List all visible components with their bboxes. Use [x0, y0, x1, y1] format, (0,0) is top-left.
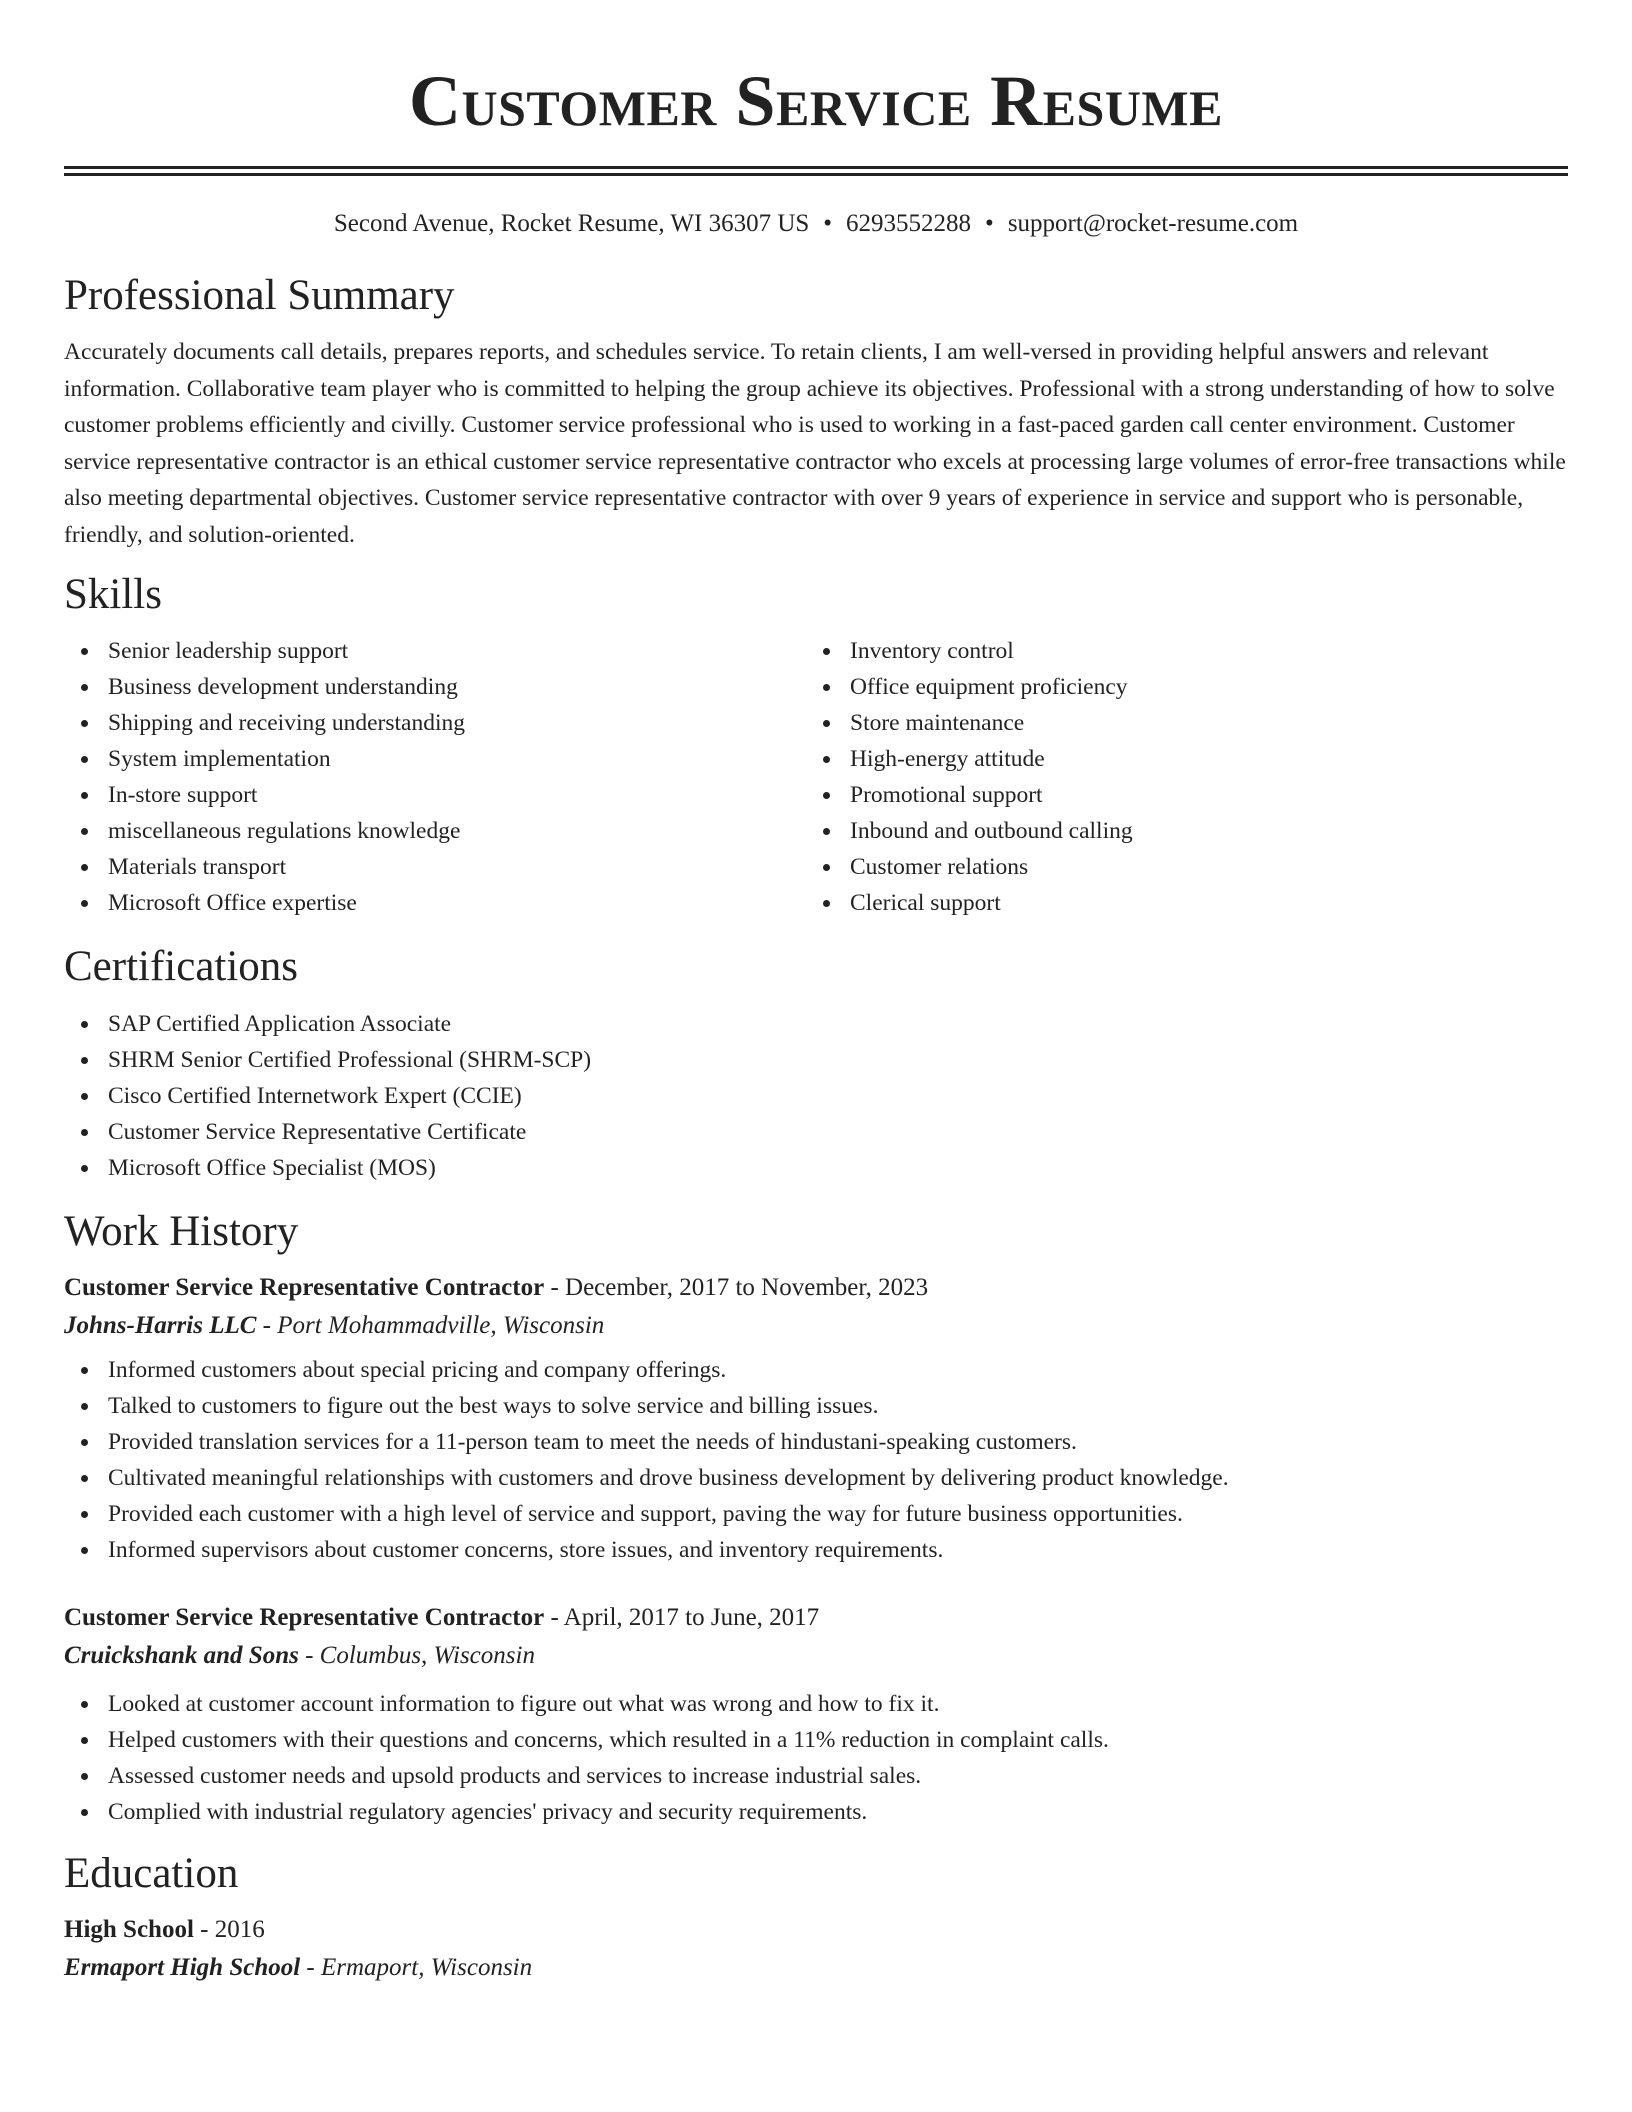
education-heading: Education	[64, 1850, 239, 1897]
skill-item: Inbound and outbound calling	[806, 813, 1548, 849]
job-duty-item: Informed supervisors about customer concerns, store issues, and inventory requirements.	[64, 1532, 1568, 1568]
employer-location: - Columbus, Wisconsin	[305, 1642, 535, 1669]
job-duty-item: Talked to customers to figure out the best ways to solve service and billing issues.	[64, 1388, 1568, 1424]
summary-text: Accurately documents call details, prepares reports, and schedules service. To retain clients, I am well-versed in providing helpful answers and relevant information. Collaborative team player who is committed to helping the group achieve its objectives. Professional with a strong understanding of how to solve customer problems efficiently and civilly. Customer service professional who is used to working in a fast-paced garden call center environment. Customer service representative contractor is an ethical customer service representative contractor who excels at processing large volumes of error-free transactions while also meeting departmental objectives. Customer service representative contractor with over 9 years of experience in service and support who is personable, friendly, and solution-oriented.	[64, 339, 1566, 548]
job-entry	[64, 1270, 1568, 1568]
certifications-heading: Certifications	[64, 943, 299, 990]
employer-name: Johns-Harris LLC	[64, 1312, 257, 1339]
school-location: - Ermaport, Wisconsin	[306, 1954, 533, 1981]
employer-line	[64, 1636, 1568, 1676]
work-history-heading: Work History	[64, 1208, 299, 1255]
title-divider	[64, 166, 1568, 176]
contact-separator: •	[985, 210, 994, 237]
job-duty-item: Looked at customer account information to figure out what was wrong and how to fix it.	[64, 1686, 1568, 1722]
job-duty-item: Assessed customer needs and upsold products and services to increase industrial sales.	[64, 1758, 1568, 1794]
skill-item: Promotional support	[806, 777, 1548, 813]
job-duty-item: Provided each customer with a high level of service and support, paving the way for future business opportunities.	[64, 1496, 1568, 1532]
contact-address: Second Avenue, Rocket Resume, WI 36307 US	[333, 210, 810, 237]
job-duty-item: Informed customers about special pricing and company offerings.	[64, 1352, 1568, 1388]
skills-heading: Skills	[64, 571, 162, 618]
job-duties-list	[64, 1352, 1568, 1568]
certifications-list	[64, 1006, 1568, 1186]
skill-item: miscellaneous regulations knowledge	[64, 813, 806, 849]
skill-item: Clerical support	[806, 885, 1548, 921]
job-title-line	[64, 1600, 1568, 1636]
skills-columns	[64, 633, 1568, 921]
skill-item: High-energy attitude	[806, 741, 1548, 777]
school-name: Ermaport High School	[64, 1954, 301, 1981]
degree-line	[64, 1912, 1568, 1948]
skill-item: Senior leadership support	[64, 633, 806, 669]
skills-left-list	[64, 633, 806, 921]
skill-item: Inventory control	[806, 633, 1548, 669]
contact-line	[64, 208, 1568, 240]
job-duty-item: Complied with industrial regulatory agencies' privacy and security requirements.	[64, 1794, 1568, 1830]
employer-line	[64, 1306, 1568, 1346]
employer-name: Cruickshank and Sons	[64, 1642, 299, 1669]
summary-heading: Professional Summary	[64, 272, 455, 319]
job-duties-list	[64, 1686, 1568, 1830]
skill-item: Microsoft Office expertise	[64, 885, 806, 921]
job-duty-item: Helped customers with their questions and concerns, which resulted in a 11% reduction in complaint calls.	[64, 1722, 1568, 1758]
contact-separator: •	[823, 210, 833, 237]
certification-item: Microsoft Office Specialist (MOS)	[64, 1150, 1568, 1186]
certification-item: SHRM Senior Certified Professional (SHRM-SCP)	[64, 1042, 1568, 1078]
job-title: Customer Service Representative Contractor	[64, 1274, 545, 1301]
contact-email: support@rocket-resume.com	[1007, 210, 1299, 237]
skills-right-list	[806, 633, 1548, 921]
skill-item: Customer relations	[806, 849, 1548, 885]
job-dates: - April, 2017 to June, 2017	[550, 1604, 820, 1631]
contact-phone: 6293552288	[846, 210, 972, 237]
school-line	[64, 1948, 1568, 1988]
skill-item: In-store support	[64, 777, 806, 813]
job-title-line	[64, 1270, 1568, 1306]
skill-item: Store maintenance	[806, 705, 1548, 741]
graduation-year: - 2016	[200, 1916, 265, 1943]
skill-item: Business development understanding	[64, 669, 806, 705]
certification-item: Customer Service Representative Certificate	[64, 1114, 1568, 1150]
skill-item: System implementation	[64, 741, 806, 777]
job-duty-item: Provided translation services for a 11-person team to meet the needs of hindustani-speaking customers.	[64, 1424, 1568, 1460]
skill-item: Office equipment proficiency	[806, 669, 1548, 705]
certification-item: SAP Certified Application Associate	[64, 1006, 1568, 1042]
resume-title: Customer Service Resume	[409, 61, 1223, 141]
employer-location: - Port Mohammadville, Wisconsin	[262, 1312, 605, 1339]
job-duty-item: Cultivated meaningful relationships with customers and drove business development by delivering product knowledge.	[64, 1460, 1568, 1496]
skill-item: Shipping and receiving understanding	[64, 705, 806, 741]
job-entry	[64, 1600, 1568, 1830]
job-title: Customer Service Representative Contractor	[64, 1604, 545, 1631]
job-dates: - December, 2017 to November, 2023	[550, 1274, 929, 1301]
certification-item: Cisco Certified Internetwork Expert (CCIE)	[64, 1078, 1568, 1114]
education-entry	[64, 1912, 1568, 1988]
skill-item: Materials transport	[64, 849, 806, 885]
degree-name: High School	[64, 1916, 194, 1943]
